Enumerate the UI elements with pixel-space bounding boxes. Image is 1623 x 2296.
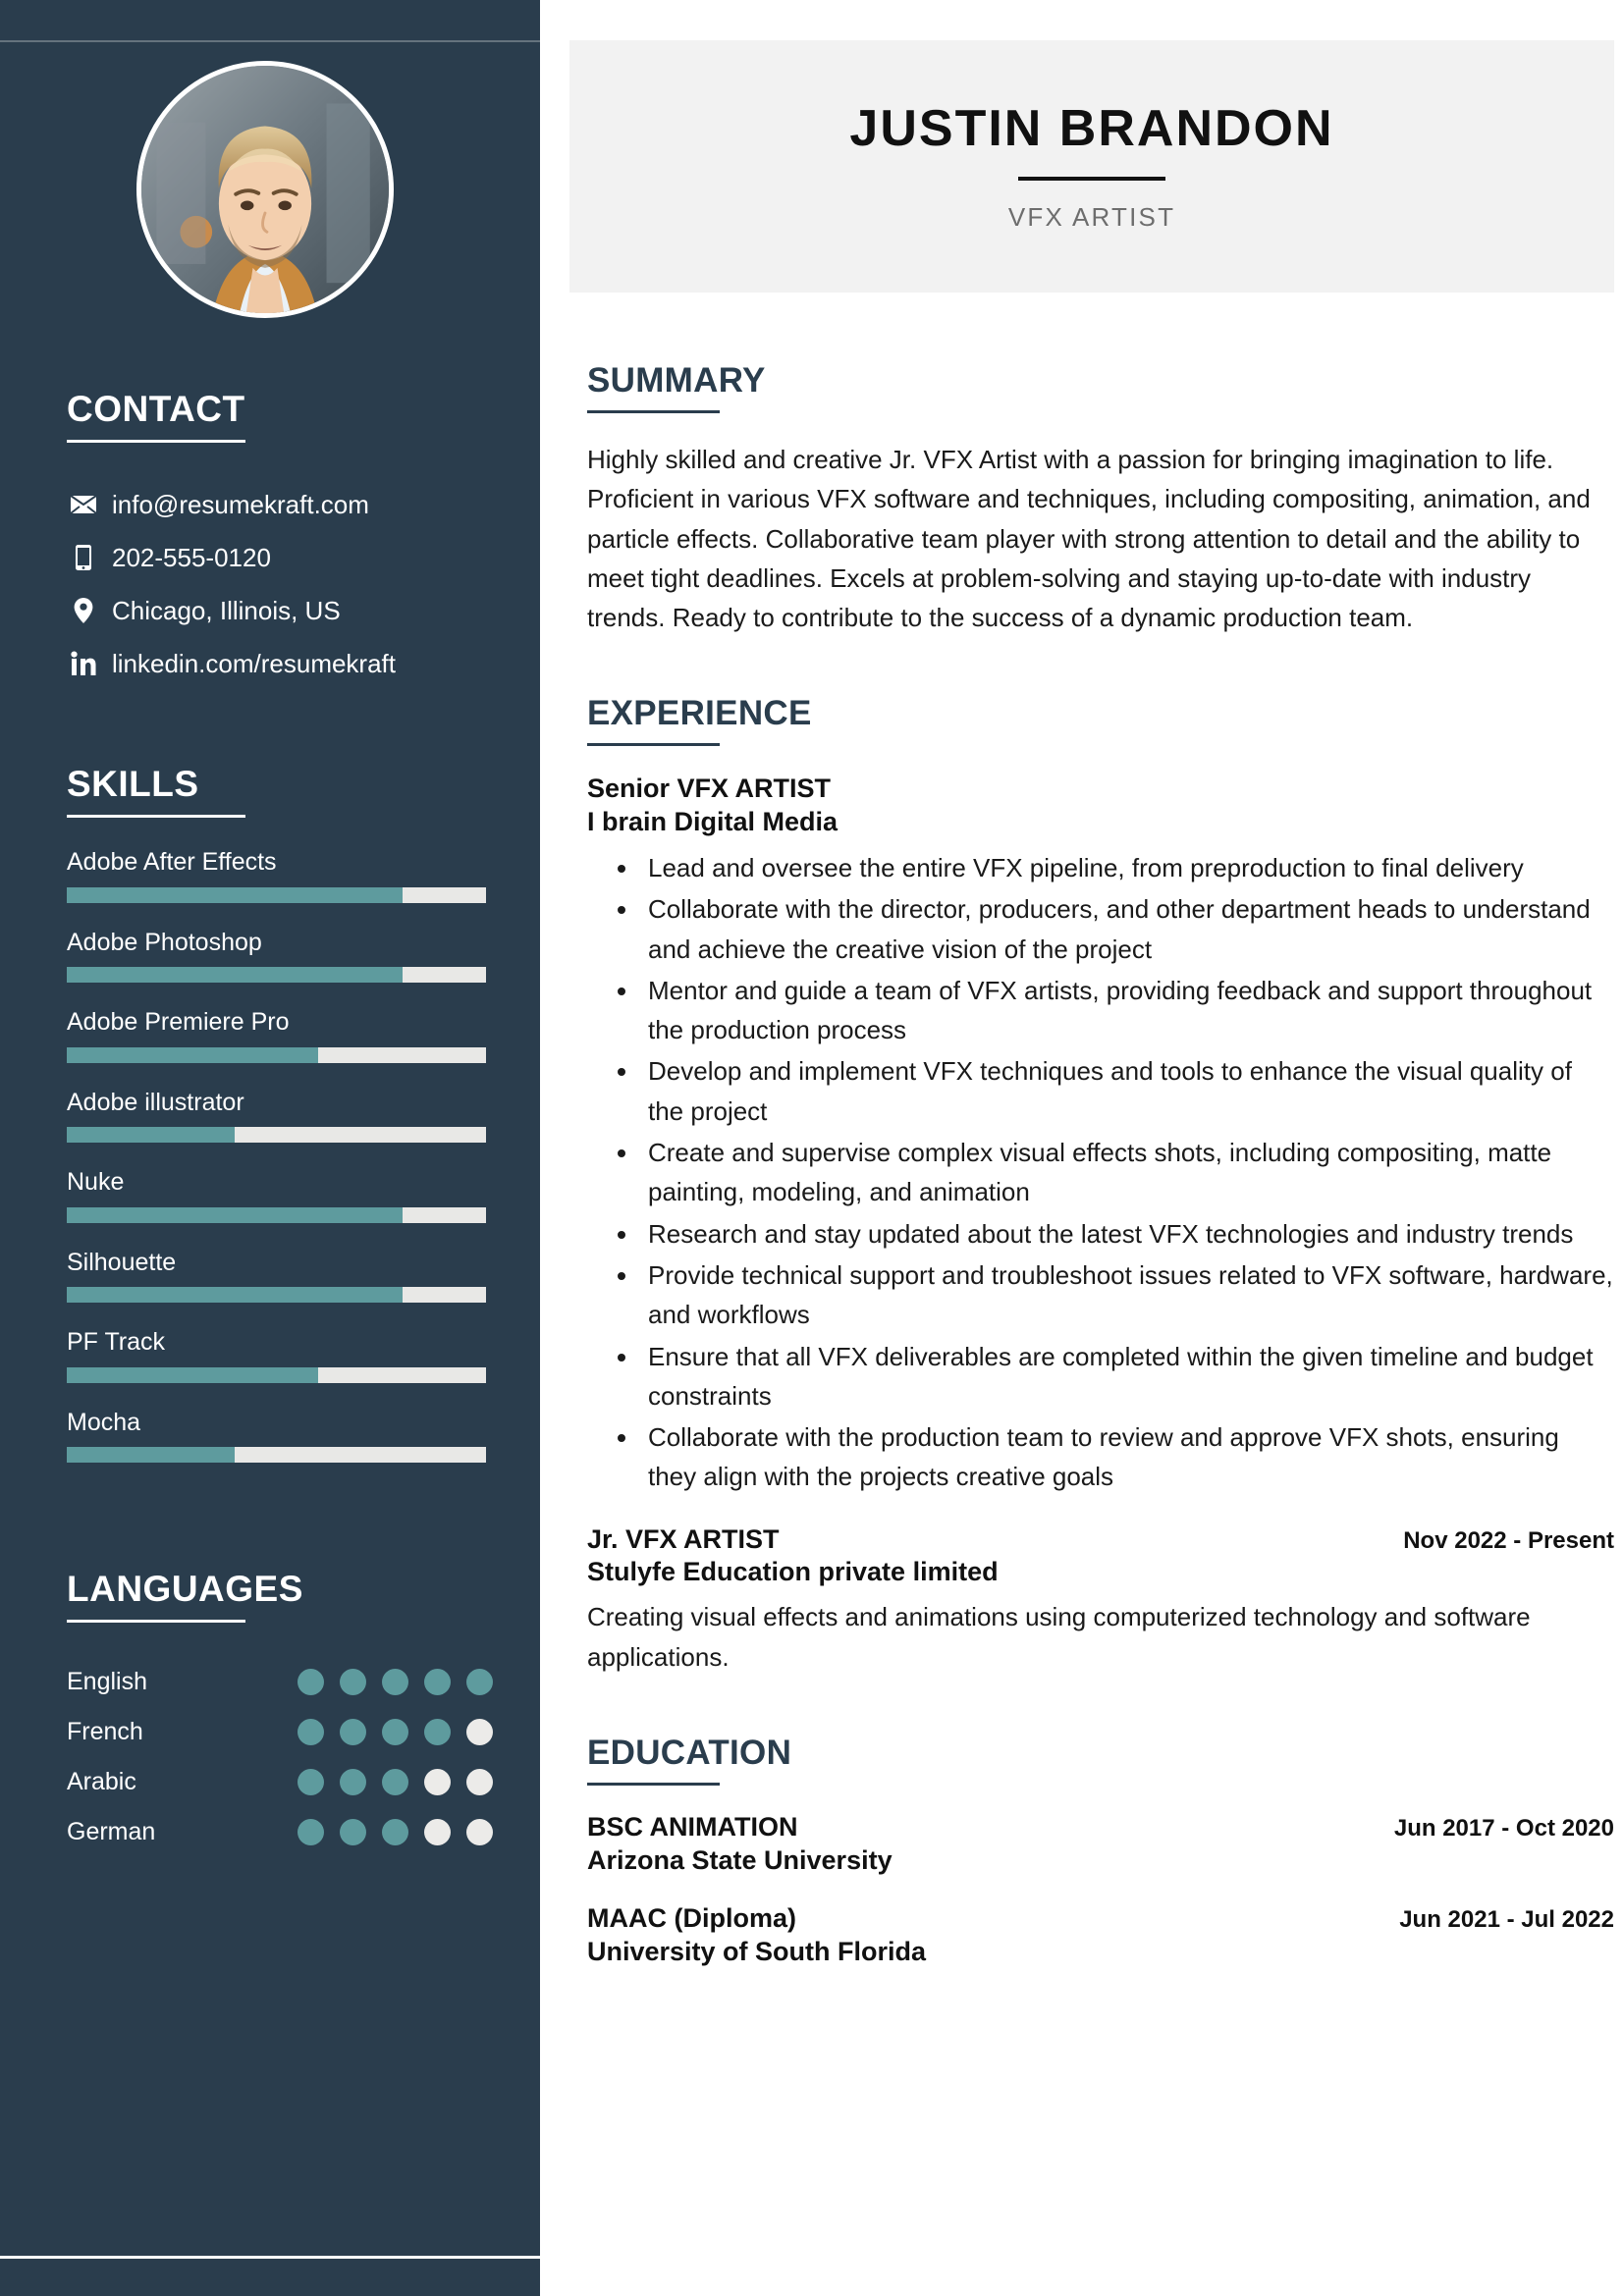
experience-role: Senior VFX ARTIST	[587, 774, 832, 804]
rating-dot-filled	[340, 1819, 366, 1845]
contact-heading-rule	[67, 440, 245, 443]
skill-item	[67, 1410, 499, 1464]
skills-heading: SKILLS	[67, 764, 199, 804]
name-header-band	[569, 40, 1614, 293]
language-label: German	[67, 1817, 156, 1845]
rating-dot-filled	[298, 1769, 324, 1795]
summary-heading-rule	[587, 410, 720, 413]
languages-heading-rule	[67, 1620, 245, 1623]
job-title-subtitle: VFX ARTIST	[1007, 202, 1176, 232]
contact-section	[67, 391, 499, 690]
skill-label: Adobe After Effects	[67, 848, 277, 876]
main-column	[569, 0, 1623, 2296]
skill-bar-fill	[67, 1367, 318, 1383]
skill-bar-track	[67, 1207, 486, 1223]
experience-description: Creating visual effects and animations using computerized technology and software applications.	[587, 1602, 1531, 1672]
skill-bar-fill	[67, 1047, 318, 1063]
experience-bullet: • Ensure that all VFX deliverables are completed within the given timeline and budget constraints	[640, 1337, 1614, 1416]
sidebar-bottom-divider	[0, 2256, 540, 2259]
name-divider	[1018, 177, 1165, 181]
experience-date: Nov 2022 - Present	[1403, 1526, 1614, 1554]
languages-section	[67, 1571, 499, 1857]
language-rating	[298, 1819, 493, 1845]
rating-dot-filled	[424, 1719, 451, 1745]
contact-item-location[interactable]	[67, 584, 499, 637]
rating-dot-filled	[298, 1819, 324, 1845]
skill-label: Adobe illustrator	[67, 1088, 244, 1116]
contact-linkedin-value: linkedin.com/resumekraft	[112, 648, 396, 678]
contact-heading: CONTACT	[67, 389, 245, 429]
skill-bar-track	[67, 1447, 486, 1463]
skill-label: Nuke	[67, 1168, 125, 1196]
language-rating	[298, 1669, 493, 1695]
skill-bar-track	[67, 1047, 486, 1063]
skills-heading-rule	[67, 815, 245, 818]
rating-dot-filled	[340, 1719, 366, 1745]
education-date: Jun 2017 - Oct 2020	[1393, 1814, 1614, 1842]
experience-heading: EXPERIENCE	[587, 694, 812, 733]
skill-item	[67, 849, 499, 903]
experience-bullet-list	[587, 848, 1614, 1497]
experience-title-row	[587, 1523, 1614, 1557]
language-item	[67, 1707, 499, 1757]
languages-heading: LANGUAGES	[67, 1569, 303, 1609]
rating-dot-filled	[424, 1669, 451, 1695]
experience-heading-rule	[587, 743, 720, 746]
contact-location-value: Chicago, Illinois, US	[112, 595, 341, 625]
rating-dot-filled	[466, 1669, 493, 1695]
skill-item	[67, 1250, 499, 1304]
summary-text: Highly skilled and creative Jr. VFX Artist with a passion for bringing imagination to life. Proficient in various VFX software and techniques, including compositing, animation, and particle effects. Collaborative team player with strong attention to detail and the ability to meet tight deadlines. Excels at problem-solving and staying up-to-date with industry trends. Ready to contribute to the success of a dynamic production team.	[587, 445, 1591, 633]
education-school: Arizona State University	[587, 1844, 893, 1875]
contact-phone-value: 202-555-0120	[112, 542, 271, 572]
skill-label: Adobe Photoshop	[67, 928, 262, 956]
education-list	[587, 1811, 1614, 1969]
education-date: Jun 2021 - Jul 2022	[1399, 1906, 1614, 1934]
skill-label: Mocha	[67, 1408, 141, 1436]
education-degree: MAAC (Diploma)	[587, 1903, 796, 1934]
envelope-icon	[67, 495, 100, 514]
skills-section	[67, 766, 499, 1489]
linkedin-icon	[67, 651, 100, 676]
experience-role: Jr. VFX ARTIST	[587, 1523, 780, 1554]
language-item	[67, 1807, 499, 1857]
skill-item	[67, 930, 499, 984]
rating-dot-filled	[340, 1769, 366, 1795]
experience-company: Stulyfe Education private limited	[587, 1557, 999, 1587]
contact-item-email[interactable]	[67, 478, 499, 531]
skill-bar-track	[67, 1367, 486, 1383]
experience-bullet: • Develop and implement VFX techniques and tools to enhance the visual quality of the project	[640, 1051, 1614, 1131]
rating-dot-filled	[298, 1719, 324, 1745]
skill-bar-fill	[67, 1447, 235, 1463]
rating-dot-filled	[382, 1719, 408, 1745]
rating-dot-empty	[466, 1769, 493, 1795]
language-rating	[298, 1769, 493, 1795]
location-pin-icon	[67, 597, 100, 624]
experience-entry	[587, 773, 1614, 1496]
language-item	[67, 1757, 499, 1807]
skills-list	[67, 849, 499, 1463]
experience-bullet: • Collaborate with the production team to review and approve VFX shots, ensuring they align with the projects creative goals	[640, 1417, 1614, 1497]
language-label: Arabic	[67, 1767, 136, 1795]
languages-list	[67, 1657, 499, 1857]
skill-label: Adobe Premiere Pro	[67, 1008, 290, 1036]
skill-bar-track	[67, 887, 486, 903]
skill-item	[67, 1329, 499, 1383]
skill-bar-fill	[67, 887, 403, 903]
contact-item-phone[interactable]	[67, 531, 499, 584]
experience-bullet: • Provide technical support and troubleshoot issues related to VFX software, hardware, and workflows	[640, 1255, 1614, 1335]
contact-email-value: info@resumekraft.com	[112, 489, 369, 519]
summary-section	[587, 363, 1614, 637]
education-entry	[587, 1811, 1614, 1878]
skill-label: Silhouette	[67, 1248, 177, 1276]
skill-bar-track	[67, 967, 486, 983]
main-body	[587, 363, 1614, 1969]
experience-bullet: • Research and stay updated about the latest VFX technologies and industry trends	[640, 1214, 1614, 1254]
rating-dot-filled	[382, 1769, 408, 1795]
rating-dot-filled	[298, 1669, 324, 1695]
contact-item-linkedin[interactable]	[67, 637, 499, 690]
experience-bullet: • Collaborate with the director, producers, and other department heads to understand and achieve the creative vision of the project	[640, 889, 1614, 969]
experience-entry	[587, 1523, 1614, 1677]
rating-dot-filled	[382, 1819, 408, 1845]
education-school: University of South Florida	[587, 1937, 927, 1967]
summary-heading: SUMMARY	[587, 361, 766, 400]
education-section	[587, 1735, 1614, 1969]
skill-item	[67, 1169, 499, 1223]
skill-item	[67, 1090, 499, 1144]
experience-list	[587, 773, 1614, 1676]
contact-list	[67, 478, 499, 690]
sidebar	[0, 0, 540, 2296]
sidebar-top-divider	[0, 40, 540, 42]
language-item	[67, 1657, 499, 1707]
rating-dot-empty	[466, 1719, 493, 1745]
rating-dot-empty	[424, 1819, 451, 1845]
skill-bar-fill	[67, 1207, 403, 1223]
experience-bullet: • Mentor and guide a team of VFX artists, providing feedback and support throughout the production process	[640, 971, 1614, 1050]
language-rating	[298, 1719, 493, 1745]
language-label: French	[67, 1717, 143, 1745]
rating-dot-empty	[424, 1769, 451, 1795]
experience-company: I brain Digital Media	[587, 807, 839, 837]
experience-bullet: • Lead and oversee the entire VFX pipeline, from preproduction to final delivery	[640, 848, 1614, 887]
rating-dot-filled	[340, 1669, 366, 1695]
education-entry	[587, 1902, 1614, 1969]
page-title: JUSTIN BRANDON	[849, 100, 1334, 157]
skill-bar-fill	[67, 967, 403, 983]
experience-title-row	[587, 773, 1614, 806]
education-heading-rule	[587, 1783, 720, 1786]
experience-section	[587, 696, 1614, 1676]
avatar-circle	[136, 61, 394, 318]
education-title-row	[587, 1902, 1614, 1936]
avatar	[136, 61, 394, 318]
skill-item	[67, 1009, 499, 1063]
skill-bar-fill	[67, 1287, 403, 1303]
skill-bar-fill	[67, 1127, 235, 1143]
language-label: English	[67, 1667, 147, 1695]
profile-photo-icon	[141, 66, 389, 313]
mobile-phone-icon	[67, 544, 100, 571]
rating-dot-filled	[382, 1669, 408, 1695]
skill-label: PF Track	[67, 1328, 166, 1356]
education-heading: EDUCATION	[587, 1733, 792, 1772]
experience-bullet: • Create and supervise complex visual effects shots, including compositing, matte painting, modeling, and animation	[640, 1133, 1614, 1212]
education-degree: BSC ANIMATION	[587, 1811, 798, 1842]
skill-bar-track	[67, 1287, 486, 1303]
skill-bar-track	[67, 1127, 486, 1143]
rating-dot-empty	[466, 1819, 493, 1845]
education-title-row	[587, 1811, 1614, 1844]
